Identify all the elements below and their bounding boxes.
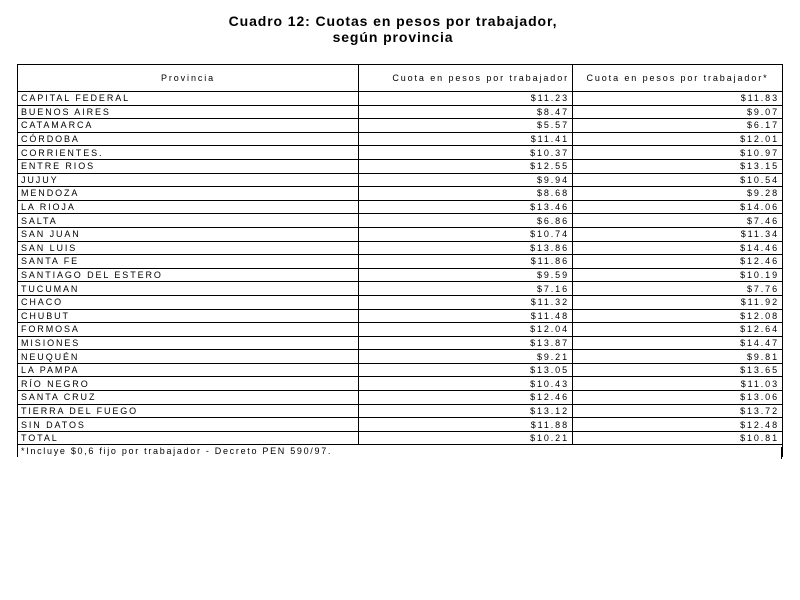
table-row [18,309,783,323]
cell-provincia: CHUBUT [18,309,359,323]
cell-provincia: SIN DATOS [18,418,359,432]
table-row [18,350,783,364]
table-row [18,418,783,432]
cell-cuota-decreto: $11.34 [573,227,783,241]
table-row [18,431,783,445]
cell-cuota: $11.23 [359,92,573,106]
cell-cuota-decreto: $10.81 [573,431,783,445]
table-row [18,404,783,418]
cell-provincia: BUENOS AIRES [18,105,359,119]
cell-cuota: $11.86 [359,255,573,269]
cell-cuota: $12.04 [359,323,573,337]
cell-cuota-decreto: $11.83 [573,92,783,106]
cell-provincia: CORRIENTES. [18,146,359,160]
cell-cuota: $10.37 [359,146,573,160]
cell-cuota: $6.86 [359,214,573,228]
table-row [18,159,783,173]
cell-cuota: $9.94 [359,173,573,187]
cell-provincia: SAN JUAN [18,227,359,241]
header-cuota-decreto: Cuota en pesos por trabajador* [573,65,783,92]
cell-cuota-decreto: $9.81 [573,350,783,364]
cell-cuota: $10.21 [359,431,573,445]
cell-cuota-decreto: $12.08 [573,309,783,323]
cell-cuota: $10.43 [359,377,573,391]
cell-provincia: MISIONES [18,336,359,350]
cell-cuota-decreto: $12.48 [573,418,783,432]
cell-cuota-decreto: $14.46 [573,241,783,255]
cell-provincia: CAPITAL FEDERAL [18,92,359,106]
cell-provincia: RÍO NEGRO [18,377,359,391]
cell-cuota: $13.12 [359,404,573,418]
table-row [18,200,783,214]
cell-cuota-decreto: $10.97 [573,146,783,160]
cell-provincia: TUCUMAN [18,282,359,296]
cell-provincia: SALTA [18,214,359,228]
cell-cuota: $11.48 [359,309,573,323]
table-row [18,323,783,337]
cell-cuota: $13.87 [359,336,573,350]
table-row [18,241,783,255]
cell-cuota: $11.41 [359,132,573,146]
cell-cuota: $13.05 [359,363,573,377]
table-body [18,92,783,458]
table-row [18,92,783,106]
table-row [18,282,783,296]
cell-cuota: $11.88 [359,418,573,432]
cell-provincia: CATAMARCA [18,119,359,133]
cell-cuota-decreto: $13.06 [573,391,783,405]
cell-provincia: NEUQUÉN [18,350,359,364]
cell-cuota-decreto: $13.72 [573,404,783,418]
cell-provincia: CÓRDOBA [18,132,359,146]
table-title-line-1: Cuadro 12: Cuotas en pesos por trabajador, [228,13,558,29]
table-row [18,377,783,391]
table-title [0,13,786,45]
cell-cuota: $13.46 [359,200,573,214]
cell-provincia: JUJUY [18,173,359,187]
cell-provincia: TIERRA DEL FUEGO [18,404,359,418]
cell-provincia: MENDOZA [18,187,359,201]
cell-cuota: $12.46 [359,391,573,405]
cell-provincia: TOTAL [18,431,359,445]
cell-cuota: $10.74 [359,227,573,241]
cell-provincia: SANTIAGO DEL ESTERO [18,268,359,282]
cell-cuota: $5.57 [359,119,573,133]
cell-provincia: SANTA CRUZ [18,391,359,405]
table-title-line-2: según provincia [332,29,454,45]
cell-cuota-decreto: $7.76 [573,282,783,296]
cell-cuota: $11.32 [359,295,573,309]
table-row [18,132,783,146]
cell-provincia: ENTRE RIOS [18,159,359,173]
header-provincia: Provincia [18,65,359,92]
table-row [18,227,783,241]
cell-cuota-decreto: $6.17 [573,119,783,133]
cell-cuota-decreto: $14.06 [573,200,783,214]
cell-cuota-decreto: $12.64 [573,323,783,337]
table-row [18,391,783,405]
cell-provincia: SAN LUIS [18,241,359,255]
table-row [18,173,783,187]
cell-cuota: $8.68 [359,187,573,201]
cell-cuota-decreto: $13.15 [573,159,783,173]
table-row [18,187,783,201]
cell-cuota: $12.55 [359,159,573,173]
table-row [18,295,783,309]
footnote: *Incluye $0,6 fijo por trabajador - Decreto PEN 590/97. [18,445,783,458]
cell-cuota-decreto: $11.92 [573,295,783,309]
cell-cuota-decreto: $10.19 [573,268,783,282]
cell-cuota: $9.21 [359,350,573,364]
cell-cuota-decreto: $14.47 [573,336,783,350]
header-row [18,65,783,92]
cell-provincia: FORMOSA [18,323,359,337]
cell-provincia: LA RIOJA [18,200,359,214]
cell-cuota-decreto: $10.54 [573,173,783,187]
cell-cuota-decreto: $13.65 [573,363,783,377]
table-row [18,268,783,282]
table-row [18,214,783,228]
table-row [18,105,783,119]
table-row [18,146,783,160]
table-row [18,119,783,133]
table-row [18,363,783,377]
cell-cuota: $13.86 [359,241,573,255]
table-border-line [781,447,782,459]
cell-cuota-decreto: $9.28 [573,187,783,201]
header-cuota: Cuota en pesos por trabajador [359,65,573,92]
table-row [18,255,783,269]
cell-cuota-decreto: $12.01 [573,132,783,146]
cell-cuota: $8.47 [359,105,573,119]
cuotas-table [17,64,783,457]
cell-cuota: $7.16 [359,282,573,296]
cell-provincia: CHACO [18,295,359,309]
cell-cuota-decreto: $7.46 [573,214,783,228]
footnote-row [18,445,783,458]
cell-cuota-decreto: $11.03 [573,377,783,391]
cell-provincia: LA PAMPA [18,363,359,377]
cell-provincia: SANTA FE [18,255,359,269]
cell-cuota: $9.59 [359,268,573,282]
table-row [18,336,783,350]
cell-cuota-decreto: $9.07 [573,105,783,119]
cell-cuota-decreto: $12.46 [573,255,783,269]
